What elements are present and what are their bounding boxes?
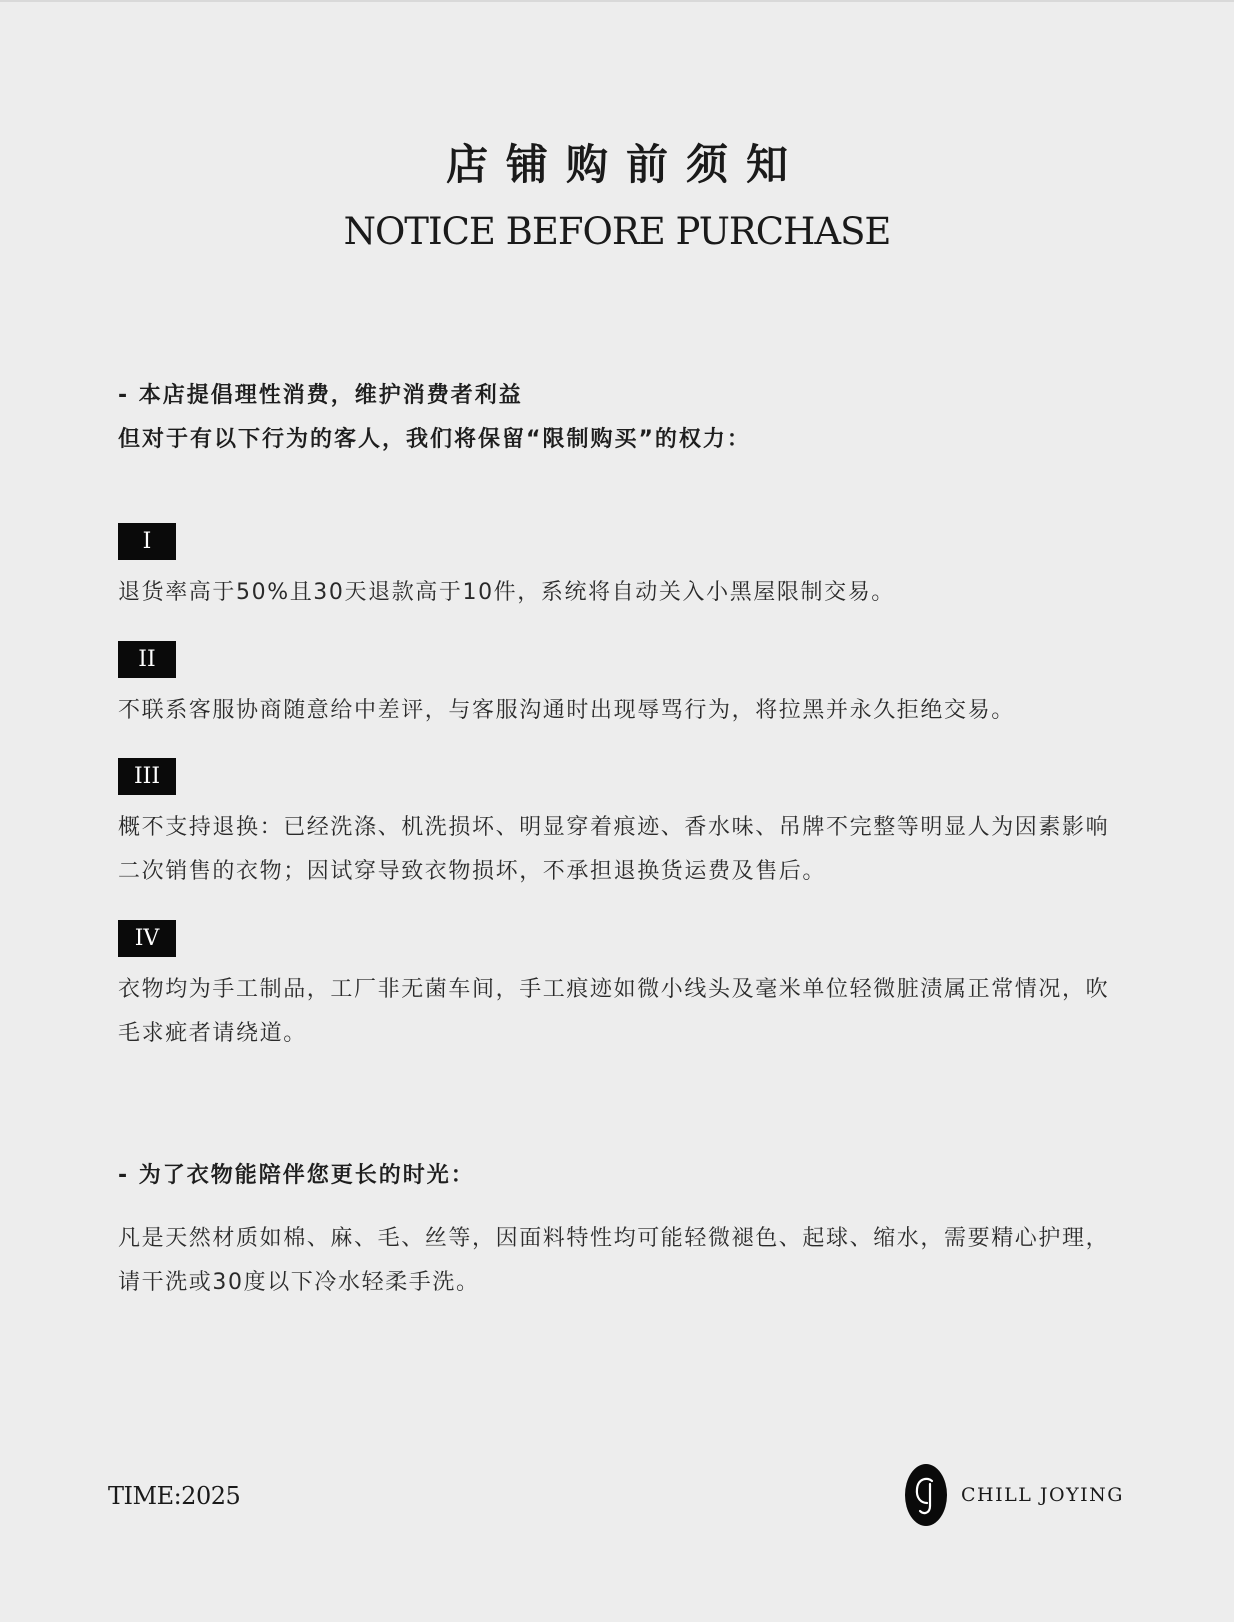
page-subtitle: NOTICE BEFORE PURCHASE bbox=[343, 210, 891, 253]
page-title: 店铺购前须知 bbox=[445, 140, 806, 189]
rule-text: 退货率高于50%且30天退款高于10件，系统将自动关入小黑屋限制交易。 bbox=[118, 580, 895, 605]
rule-text: 不联系客服协商随意给中差评，与客服沟通时出现辱骂行为，将拉黑并永久拒绝交易。 bbox=[118, 698, 1015, 723]
intro-line-1: - 本店提倡理性消费，维护消费者利益 bbox=[118, 383, 523, 408]
care-text: 凡是天然材质如棉、麻、毛、丝等，因面料特性均可能轻微褪色、起球、缩水，需要精心护理，请干洗或30度以下冷水轻柔手洗。 bbox=[118, 1226, 1110, 1295]
top-divider bbox=[0, 0, 1234, 2]
rule-numeral-badge: I bbox=[118, 523, 176, 560]
rule-numeral-badge: III bbox=[118, 758, 176, 795]
footer-time: TIME:2025 bbox=[108, 1482, 241, 1510]
intro-line-2: 但对于有以下行为的客人，我们将保留“限制购买”的权力： bbox=[118, 427, 751, 452]
rule-text: 衣物均为手工制品，工厂非无菌车间，手工痕迹如微小线头及毫米单位轻微脏渍属正常情况，吹毛求疵者请绕道。 bbox=[118, 977, 1110, 1046]
cj-monogram-logo-icon bbox=[905, 1464, 947, 1526]
care-heading: - 为了衣物能陪伴您更长的时光： bbox=[118, 1163, 475, 1188]
brand-mark bbox=[905, 1463, 1124, 1527]
rule-numeral-badge: II bbox=[118, 641, 176, 678]
rule-text: 概不支持退换：已经洗涤、机洗损坏、明显穿着痕迹、香水味、吊牌不完整等明显人为因素影响二次销售的衣物；因试穿导致衣物损坏，不承担退换货运费及售后。 bbox=[118, 815, 1110, 884]
rule-numeral-badge: IV bbox=[118, 920, 176, 957]
brand-name: CHILL JOYING bbox=[961, 1484, 1124, 1506]
